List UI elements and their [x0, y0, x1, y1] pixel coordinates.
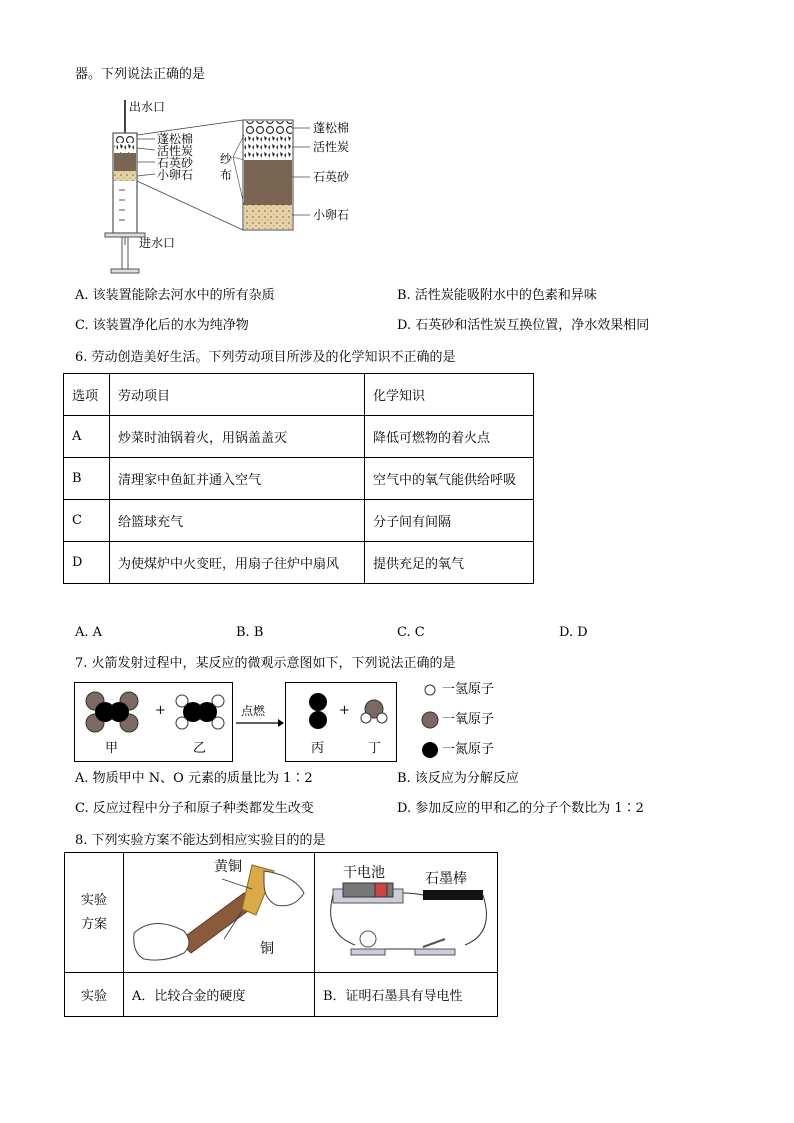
inlet-label: 进水口 — [139, 236, 176, 250]
hardness-experiment-cell — [124, 853, 315, 973]
q6-option-b: B. B — [236, 625, 264, 640]
label-ding: 丁 — [368, 741, 382, 756]
q7-option-c: C. 反应过程中分子和原子种类都发生改变 — [75, 801, 314, 816]
q5-option-c: C. 该装置净化后的水为纯净物 — [75, 318, 249, 333]
q7-option-d: D. 参加反应的甲和乙的分子个数比为 1∶2 — [397, 801, 644, 816]
intro-text: 器。下列说法正确的是 — [75, 67, 206, 82]
graphite-label: 石墨棒 — [425, 871, 467, 887]
plus-sign: + — [339, 703, 350, 718]
table-row — [64, 416, 534, 458]
table-header-cell: 化学知识 — [365, 374, 534, 416]
carbon-label-right: 活性炭 — [313, 140, 350, 154]
table-cell: 分子间有间隔 — [365, 500, 534, 542]
sand-label-right: 石英砂 — [313, 170, 350, 184]
q6-table — [63, 373, 534, 584]
battery-label: 干电池 — [343, 865, 385, 881]
table-row — [65, 973, 498, 1017]
gauze-label-2: 布 — [220, 168, 233, 182]
plus-sign: + — [155, 703, 166, 718]
legend-hydrogen: 一氢原子 — [442, 682, 495, 697]
reaction-arrow-icon — [234, 718, 284, 728]
q5-option-d: D. 石英砂和活性炭互换位置，净水效果相同 — [397, 318, 650, 333]
table-cell: A — [64, 416, 110, 458]
pebble-label-left: 小卵石 — [157, 168, 194, 182]
label-jia: 甲 — [105, 741, 119, 756]
q6-option-d: D. D — [559, 625, 588, 640]
table-cell: 降低可燃物的着火点 — [365, 416, 534, 458]
q7-option-a: A. 物质甲中 N、O 元素的质量比为 1∶2 — [75, 771, 313, 786]
table-cell: 提供充足的氧气 — [365, 542, 534, 584]
q7-option-b: B. 该反应为分解反应 — [397, 771, 519, 786]
q5-option-b: B. 活性炭能吸附水中的色素和异味 — [397, 288, 597, 303]
table-cell: 给篮球充气 — [110, 500, 365, 542]
row-label-line1: 实验 — [80, 892, 107, 908]
carbon-label-left: 活性炭 — [157, 144, 194, 158]
reactants-molecules — [75, 683, 232, 761]
table-cell: 清理家中鱼缸并通入空气 — [110, 458, 365, 500]
q6-option-c: C. C — [397, 625, 425, 640]
cotton-label-left: 蓬松棉 — [157, 132, 194, 146]
label-bing: 丙 — [311, 741, 325, 756]
cotton-label-right: 蓬松棉 — [313, 121, 350, 135]
row-label-line2: 方案 — [80, 916, 107, 932]
products-box — [285, 682, 397, 762]
table-header-cell: 选项 — [64, 374, 110, 416]
table-header-cell: 实验 — [65, 973, 124, 1017]
q7-stem: 7. 火箭发射过程中，某反应的微观示意图如下，下列说法正确的是 — [75, 656, 456, 671]
q8-stem: 8. 下列实验方案不能达到相应实验目的的是 — [75, 833, 326, 848]
legend-oxygen: 一氧原子 — [442, 712, 495, 727]
q8-table — [64, 852, 498, 1017]
table-cell: B．证明石墨具有导电性 — [315, 973, 498, 1017]
q6-option-a: A. A — [75, 625, 103, 640]
table-header-cell — [65, 853, 124, 973]
table-cell: 为使煤炉中火变旺，用扇子往炉中扇风 — [110, 542, 365, 584]
ignite-label: 点燃 — [241, 704, 266, 718]
table-row — [64, 458, 534, 500]
outlet-label: 出水口 — [129, 100, 166, 114]
table-row — [65, 853, 498, 973]
label-yi: 乙 — [193, 741, 207, 756]
table-header-cell: 劳动项目 — [110, 374, 365, 416]
conductivity-experiment-cell — [315, 853, 498, 973]
table-cell: 炒菜时油锅着火，用锅盖盖灭 — [110, 416, 365, 458]
table-row — [64, 542, 534, 584]
table-cell: 空气中的氧气能供给呼吸 — [365, 458, 534, 500]
gauze-label-1: 纱 — [220, 152, 233, 166]
table-cell: B — [64, 458, 110, 500]
sand-label-left: 石英砂 — [157, 156, 194, 170]
brass-label: 黄铜 — [214, 859, 242, 875]
table-row — [64, 500, 534, 542]
table-cell: A．比较合金的硬度 — [124, 973, 315, 1017]
table-row — [64, 374, 534, 416]
copper-label: 铜 — [260, 941, 274, 957]
pebble-label-right: 小卵石 — [313, 208, 350, 222]
table-cell: D — [64, 542, 110, 584]
reactants-box — [74, 682, 233, 762]
q5-option-a: A. 该装置能除去河水中的所有杂质 — [75, 288, 275, 303]
legend-nitrogen: 一氮原子 — [442, 742, 495, 757]
q6-stem: 6. 劳动创造美好生活。下列劳动项目所涉及的化学知识不正确的是 — [75, 350, 456, 365]
atom-legend-icons — [420, 682, 442, 760]
table-cell: C — [64, 500, 110, 542]
water-purifier-figure — [95, 95, 365, 280]
